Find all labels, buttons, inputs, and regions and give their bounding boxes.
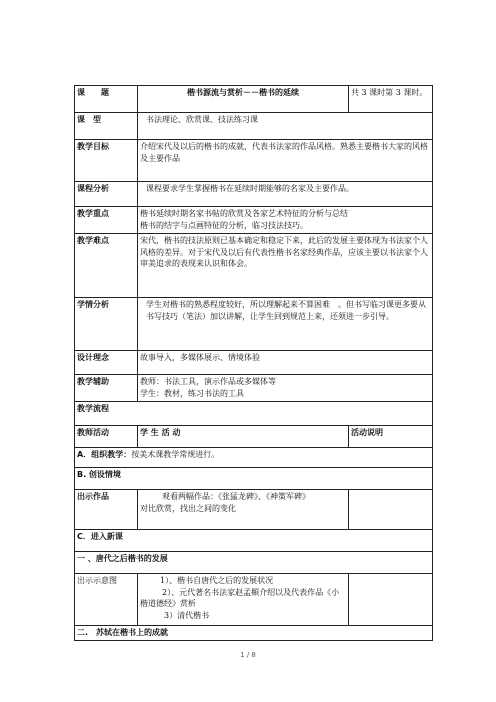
analysis-label: 课程分析: [75, 182, 138, 207]
key-line-2: 楷书的结字与点画特征的分析，临习技法技巧。: [140, 220, 308, 230]
row-part-1: [75, 552, 433, 574]
student-value: 学生对楷书的熟悉程度较好，所以理解起来不算困难 。但书写临习课更多要从书写技巧（笔法）加以讲解，让学生回到规范上来，还须进一步引导。: [138, 298, 433, 351]
aids-line-2: 学生：教材，练习书法的工具: [140, 388, 244, 398]
show-value: [138, 490, 349, 530]
diagram-note: [349, 574, 433, 626]
row-type: [75, 113, 433, 140]
aids-label: 教学辅助: [75, 375, 138, 402]
key-label: 教学重点: [75, 207, 138, 234]
difficulty-label: 教学难点: [75, 234, 138, 298]
col-student: 学 生 活 动: [138, 426, 349, 448]
row-analysis: [75, 182, 433, 207]
row-key: [75, 207, 433, 234]
diagram-value: [138, 574, 349, 626]
row-difficulty: [75, 234, 433, 298]
row-section-c: [75, 530, 433, 552]
title-label: 课 题: [75, 86, 138, 113]
analysis-value: 课程要求学生掌握楷书在延续时期能够的名家及主要作品。: [138, 182, 433, 207]
row-design: [75, 351, 433, 375]
diagram-line-3: 3）清代楷书: [164, 610, 210, 620]
row-section-a: [75, 448, 433, 468]
part-2-heading: 二. 苏轼在楷书上的成就: [75, 626, 433, 641]
section-a-text: 按美术课教学常规进行。: [131, 450, 220, 459]
design-value: 故事导入，多媒体展示、情境体验: [138, 351, 433, 375]
goal-label: 教学目标: [75, 140, 138, 182]
row-diagram: [75, 574, 433, 626]
show-line-2: 对比欣赏，找出之间的变化: [140, 503, 236, 513]
difficulty-value: 宋代，楷书的技法原则已基本确定和稳定下来，此后的发展主要体现为书法家个人风格的差异。对于宋代及以后有代表性楷书名家经典作品，应该主要以书法家个人审美追求的表现来认识和体会。: [138, 234, 433, 298]
key-value: [138, 207, 433, 234]
show-note: [349, 490, 433, 530]
row-flow: [75, 402, 433, 426]
aids-value: [138, 375, 433, 402]
aids-line-1: 教师：书法工具，演示作品或多媒体等: [140, 377, 276, 386]
key-line-1: 楷书延续时期名家书帖的欣赏及各家艺术特征的分析与总结: [140, 209, 348, 218]
goal-value: 介绍宋代及以后的楷书的成就，代表书法家的作品风格。熟悉主要楷书大家的风格及主要作品: [138, 140, 433, 182]
flow-label: 教学流程: [75, 402, 433, 426]
section-b: B. 创设情境: [75, 468, 433, 490]
section-a-label: A．组织教学：: [77, 450, 132, 459]
row-aids: [75, 375, 433, 402]
diagram-label: 出示示意图: [75, 574, 138, 626]
lesson-plan-table: [74, 85, 433, 641]
show-label: 出示作品: [75, 490, 138, 530]
type-label: 课 型: [75, 113, 138, 140]
section-c: C．进入新课: [75, 530, 433, 552]
type-value: 书法理论、欣赏课、技法练习课: [138, 113, 433, 140]
col-teacher: 教师活动: [75, 426, 138, 448]
row-title: [75, 86, 433, 113]
row-columns: [75, 426, 433, 448]
row-show: [75, 490, 433, 530]
show-line-1: 观看两幅作品：《张猛龙碑》、《神策军碑》: [162, 492, 310, 501]
row-section-b: [75, 468, 433, 490]
page-number: 1 / 8: [240, 651, 256, 659]
diagram-line-2: 2）、元代著名书法家赵孟頫介绍以及代表作品《小楷道德经》赏析: [140, 587, 340, 608]
diagram-line-1: 1）、楷书自唐代之后的发展状况: [160, 576, 274, 585]
section-a: [75, 448, 433, 468]
lesson-count: 共 3 课时第 3 课时。: [349, 86, 433, 113]
col-note: 活动说明: [349, 426, 433, 448]
row-goal: [75, 140, 433, 182]
student-label: 学情分析: [75, 298, 138, 351]
row-student: [75, 298, 433, 351]
row-part-2: [75, 626, 433, 641]
title-value: 楷书源流与赏析－－楷书的延续: [138, 86, 349, 113]
design-label: 设计理念: [75, 351, 138, 375]
part-1-heading: 一 、唐代之后楷书的发展: [75, 552, 433, 574]
